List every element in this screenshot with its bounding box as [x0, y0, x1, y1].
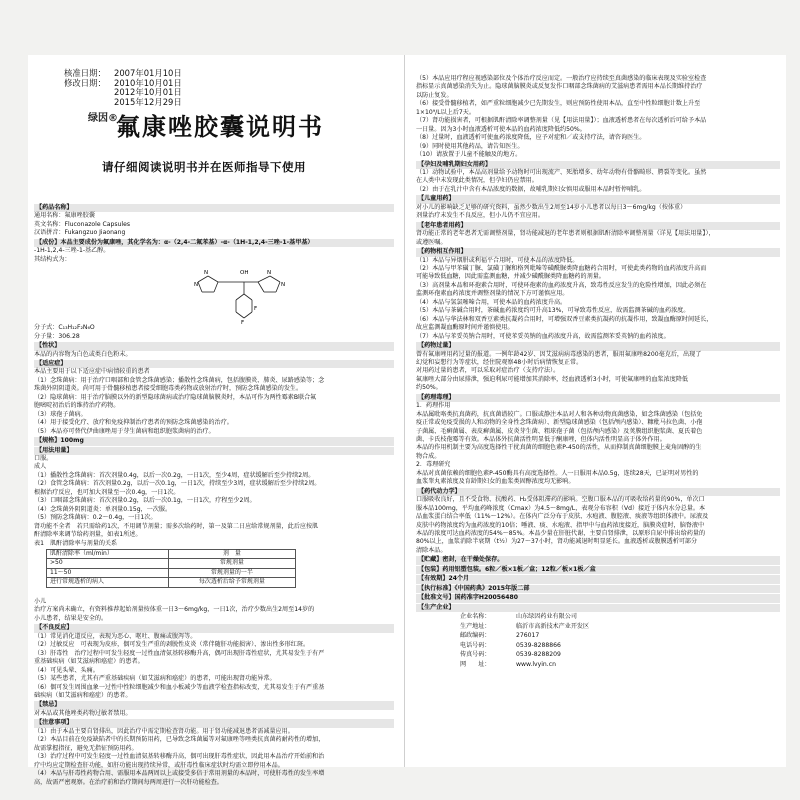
text-line: 皮肤中药物浓度约为血药浓度的10倍；唾液、痰、水疱液、指甲中与血药浓度接近，脑膜炎症时，脑脊液中 [416, 521, 705, 529]
text-line: （5）预防念珠菌病：0.2～0.4g，一日1次。 [34, 514, 157, 522]
text-line: 肾功能不全者 若只需给药1次，不用调节剂量；需多次给药时，第一及第二日应给常规剂量，此后应按肌 [34, 522, 319, 530]
manufacturer-key: 生产地址： [460, 622, 491, 630]
text-line: 口服。 [34, 454, 53, 462]
section-heading: 【药物过量】 [416, 342, 780, 350]
text-line: （6）接受骨髓移植者，如严重粒细胞减少已先期发生，则应预防性使用本品，直至中性粒细胞计数上升至 [416, 100, 701, 108]
document-subtitle: 请仔细阅读说明书并在医师指导下使用 [102, 160, 306, 174]
text-line: 口服吸收良好，且不受食物、抗酸药、H₂受体阻滞药的影响。空腹口服本品的可吸收给药量的90%，单次口 [416, 496, 705, 504]
text-line: （2）本品与甲苯磺丁脲、氯磺丁脲和格列吡嗪等磺酰脲类降血糖药合用时，可使此类药物的血药浓度升高而 [416, 264, 707, 272]
text-line: 氟康唑大部分由尿排泄，强迫利尿可能增加其消除率，经血液透析3小时，可使氟康唑的血浆浓度降低 [416, 375, 689, 383]
text-line: 分子量：306.28 [34, 332, 80, 340]
text-line: 物合成。 [416, 452, 441, 460]
text-line: （1）播散性念珠菌病：首次剂量0.4g，以后一次0.2g，一日1次，至少4周，症状缓解后至少持续2周。 [34, 471, 315, 479]
approval-date-value: 2007年01月10日 [114, 68, 182, 78]
section-heading: 【不良反应】 [34, 624, 394, 632]
manufacturer-value: 0539-8288209 [516, 651, 561, 659]
section-heading: 【性状】 [34, 342, 394, 350]
approval-date-label: 修改日期： [64, 77, 106, 88]
section-heading: 【药物相互作用】 [416, 248, 780, 256]
text-line: （1）由于本品主要自肾排出，因此治疗中需定期检查肾功能。用于肾功能减退患者需减量应用。 [34, 727, 294, 735]
text-line: 本品对真菌依赖的细胞色素P-450酶具有高度选择性。人一日服用本品0.5g，连续28天，已证明对男性的 [416, 469, 699, 477]
manufacturer-value: www.lvyin.cn [516, 661, 556, 669]
section-heading: 【用法用量】 [34, 447, 394, 455]
section-heading: 【儿童用药】 [416, 195, 780, 203]
table-header-cell: 剂 量 [168, 549, 295, 558]
text-line [34, 590, 394, 598]
table-cell: 进行常规透析的病人 [47, 578, 169, 587]
manufacturer-key: 企业名称： [460, 613, 491, 621]
text-line: （3）口咽部念珠菌病：首次剂量0.2g，以后一次0.1g，一日1次，疗程至少2周。 [34, 497, 256, 505]
section-heading: 【适应症】 [34, 360, 394, 368]
section-heading: 【禁忌】 [34, 701, 394, 709]
text-line: （5）本品应用疗程应视感染部位及个体治疗反应而定。一般治疗应持续至真菌感染的临床表现及实验室检查 [416, 75, 707, 82]
structure-formula [34, 264, 394, 327]
text-line: 幻觉和妄想行为等症状，经住院观察48小时后病情恢复正常。 [416, 358, 583, 366]
section-heading: 【规格】100mg [34, 437, 394, 445]
text-line: 曾有氟康唑用药过量的报道。一例年龄42岁、因艾滋病病毒感染的患者，服用氟康唑8200毫克后，出现了 [416, 350, 702, 358]
section-heading: 【包装】药用铝塑包装。6粒／板×1板／盒；12粒／板×1板／盒 [416, 566, 780, 574]
text-line: 菌、卡氏枝孢霉等有效。本品体外抗菌活性明显低于酮康唑，但体内活性明显高于体外作用。 [416, 436, 666, 444]
text-line: （3）高剂量本品和环孢素合用时，可使环孢素的血药浓度升高，致毒性反应发生的危险性增加，因此必须在 [416, 281, 707, 289]
text-line: （9）同时使用其他药品，请告知医生。 [416, 142, 524, 150]
approval-date-value: 2012年10月01日 [114, 87, 182, 98]
approval-dates [64, 69, 182, 107]
approval-date-value: 2015年12月29日 [114, 96, 182, 107]
text-line: 或遵医嘱。 [416, 238, 447, 246]
table-cell: >50 [47, 559, 169, 568]
text-line: 重基础疾病（如艾滋病和癌症）的患者。 [34, 658, 144, 666]
text-line: 指标显示真菌感染消失为止。隐球菌脑膜炎或反复发作口咽部念珠菌病的艾滋病患者需用本品长期维持治疗 [416, 83, 703, 91]
text-line: （6）本品与华法林和双香豆素类抗凝药合用时，可增强双香豆素类抗凝药的抗凝作用，致凝血酶原时间延长， [416, 315, 713, 323]
text-line: （2）隐球菌病：用于治疗脑膜以外的新型隐球菌病或治疗隐球菌脑膜炎时，本品可作为两性霉素B联合氟 [34, 393, 317, 401]
text-line: 高，故需严密观察。在治疗前和治疗期间每两周进行一次肝功能检查。 [34, 778, 223, 786]
text-line: （2）本品目前在免疫缺陷者中的长期预防用药，已导致念珠菌属等对氟康唑等唑类抗真菌药耐药性的增加， [34, 736, 325, 744]
approval-date-value: 2010年10月01日 [114, 77, 182, 88]
text-line: （5）某些患者，尤其有严重基础疾病（如艾滋病和癌症）的患者，可能出现肾功能异常。 [34, 675, 276, 683]
leaflet-sheet [28, 55, 786, 786]
text-line: 本品的内容物为白色或类白色粉末。 [34, 350, 132, 358]
text-line: 表1 肌酐清除率与剂量的关系 [34, 539, 118, 547]
section-heading: 【药代动力学】 [416, 488, 780, 496]
text-line: 治疗方案尚未确立，有资料推荐起始剂量按体重一日3～6mg/kg，一日1次，治疗少数出生2周至14岁的 [34, 606, 315, 614]
text-line: 以防止复发。 [416, 91, 453, 99]
nitrogen-label: N [281, 282, 286, 289]
right-column [410, 55, 786, 767]
section-heading: 【孕妇及哺乳期妇女用药】 [416, 161, 780, 169]
document-title: 氟康唑胶囊说明书 [116, 113, 324, 141]
text-line: 清除本品。 [416, 546, 447, 554]
nitrogen-label: N [204, 270, 209, 277]
text-line: 约50%。 [416, 384, 442, 392]
text-line: -1H-1,2,4-三唑-1-基乙醇。 [34, 247, 110, 255]
text-line: 珠菌外阴阴道炎。尚可用于骨髓移植患者接受细胞毒类药物或放射治疗时，预防念珠菌感染的发生。 [34, 385, 303, 393]
text-line: （5）本品与茶碱合用时，茶碱血药浓度约可升高13%，可导致毒性反应，故需监测茶碱的血药浓度。 [416, 307, 690, 315]
text-line: 剂量治疗未发生不良反应，但小儿仍不宜应用。 [416, 212, 544, 220]
text-line: 2．毒理研究 [416, 461, 451, 469]
manufacturer-block [416, 612, 780, 670]
fluoro-label: F [241, 320, 245, 327]
manufacturer-value: 0539-8288866 [516, 641, 561, 649]
manufacturer-row [460, 650, 780, 660]
left-body [34, 203, 394, 787]
text-line: （4）念珠菌外阴阴道炎：单剂量0.15g，一次服。 [34, 505, 172, 513]
nitrogen-label: N [194, 282, 199, 289]
section-heading: 【批准文号】国药准字H20056480 [416, 594, 780, 602]
text-line: 础疾病（如艾滋病和癌症）的患者。 [34, 692, 132, 700]
text-line: 对用药过量的患者，可以采取对症治疗（支持疗法）。 [416, 367, 560, 375]
section-heading: 【老年患者用药】 [416, 222, 780, 230]
text-line: 胞嘧啶初治后的维持治疗药物。 [34, 402, 120, 410]
table-row [47, 568, 296, 577]
manufacturer-row [460, 622, 780, 632]
text-line: （10）请放置于儿童不能触及的地方。 [416, 151, 522, 159]
text-line: （6）偶可发生周围血象一过性中性粒细胞减少和血小板减少等血液学检查指标改变，尤其易发生于有严重基 [34, 683, 325, 691]
text-line: （1）本品与异烟肼或利福平合用时，可使本品的浓度降低。 [416, 256, 579, 264]
text-line: 故应监测凝血酶原时间并谨慎使用。 [416, 324, 514, 332]
text-line: 80%以上，血浆消除半衰期（t½）为27～37小时，肾功能减退时明显延长。血液透析或腹膜透析可部分 [416, 538, 698, 546]
nitrogen-label: N [267, 270, 272, 277]
text-line: （3）球孢子菌病。 [34, 410, 87, 418]
text-line: 监测环孢素血药浓度并调整剂量的情况下方可谨慎应用。 [416, 290, 569, 298]
text-line: 汉语拼音：Fukangzuo Jiaonang [34, 229, 126, 237]
text-line: 通用名称：氟康唑胶囊 [34, 212, 95, 220]
text-line: 可能导致低血糖，因此需监测血糖，并减少磺酰脲类降血糖药的剂量。 [416, 273, 605, 281]
approval-date-label: 核准日期： [64, 68, 106, 78]
text-line: 本品的作用机制主要为高度选择性干扰真菌的细胞色素P-450的活性，从而抑制真菌细胞膜上麦角固醇的生 [416, 444, 702, 452]
section-heading: 【有效期】24个月 [416, 575, 780, 583]
text-line: 小儿 [34, 598, 47, 606]
text-line: 对本品或其他唑类药物过敏者禁用。 [34, 709, 132, 717]
section-heading: 【贮藏】密封，在干燥处保存。 [416, 556, 780, 564]
section-heading: 【药品名称】 [34, 204, 394, 212]
text-line: 血浆睾丸素浓度及育龄期妇女的血浆类固醇浓度均无影响。 [416, 478, 575, 486]
renal-dose-table [46, 549, 296, 588]
text-line: 本品属吡咯类抗真菌药，抗真菌谱较广。口服或静注本品对人和各种动物真菌感染，如念珠菌感染（包括免 [416, 410, 703, 418]
manufacturer-key: 邮政编码： [460, 632, 491, 640]
manufacturer-row [460, 612, 780, 622]
text-line: （4）本品与氢氯噻嗪合用，可使本品的血药浓度升高。 [416, 298, 567, 306]
section-heading: 【生产企业】 [416, 604, 780, 612]
text-line: 本品主要用于以下适应症中病情较重的患者 [34, 368, 150, 376]
text-line: （1）常见消化道反应，表现为恶心、呕吐、腹痛或腹泻等。 [34, 632, 197, 640]
manufacturer-key: 传真号码： [460, 651, 491, 659]
text-line: 品血浆蛋白结合率低（11%～12%）。在体内广泛分布于皮肤、水疱液、腹腔液、痰液等组织体液中。尿液及 [416, 513, 709, 521]
text-line: 成人 [34, 463, 47, 471]
table-cell: 常规剂量的一半 [168, 568, 295, 577]
text-line: 一日量。因为3小时血液透析可使本品的血药浓度降低约50%。 [416, 125, 586, 133]
text-line: 疫正常或免疫受损的人和动物的全身性念珠菌病）、新型隐球菌感染（包括颅内感染）、糠秕马拉色菌、小孢 [416, 419, 703, 427]
manufacturer-value: 临沂市高新技术产业开发区 [516, 622, 590, 630]
table-cell: 11～50 [47, 568, 169, 577]
table-row [47, 559, 296, 568]
manufacturer-key: 网 址： [460, 661, 491, 669]
left-column [28, 55, 400, 786]
brand-mark: 绿因® [88, 113, 118, 124]
text-line: 根据治疗反应，也可加大剂量至一次0.4g，一日1次。 [34, 488, 180, 496]
table-cell: 每次透析后给予常规剂量 [168, 578, 295, 587]
text-line: 疗中均应定期检查肝功能，如肝功能出现持续异常，或肝毒性临床症状时均需立即停用本品。 [34, 761, 284, 769]
text-line: 分子式：C₁₃H₁₂F₂N₆O [34, 324, 95, 332]
text-line: （7）肾功能损害者，可根据肌酐清除率调整剂量（见【用法用量】）；血液透析患者在每次透析后可给予本品 [416, 117, 707, 125]
text-line: 肾功能正常的老年患者无需调整剂量，肾功能减退的老年患者则根据肌酐清除率调整剂量（详见【用法用量】）， [416, 230, 715, 238]
table-row [47, 578, 296, 587]
text-line: 1×10⁹/L以上后7天。 [416, 108, 475, 116]
text-line: （2）由于在乳汁中含有本品浓度的数据，故哺乳期妇女慎用或服用本品时暂停哺乳。 [416, 185, 646, 193]
text-line: 其结构式为： [34, 255, 71, 263]
text-line: 小儿患者，结果是安全的。 [34, 614, 108, 622]
approval-date-row [64, 98, 182, 108]
section-heading: 【药理毒理】 [416, 394, 780, 402]
text-line: （4）本品与肝毒性药物合用、需服用本品两周以上或接受多倍于常用剂量的本品时，可使肝毒性的发生率增 [34, 770, 325, 778]
text-line: （3）治疗过程中可发生轻度一过性血清氨基转移酶升高，偶可出现肝毒性症状，因此用本品治疗开始前和治 [34, 753, 325, 761]
text-line: （1）动物试验中，本品高剂量给予动物时可出现流产、死胎增多、幼年动物有骨骼畸形、腭裂等变化。虽然 [416, 168, 707, 176]
manufacturer-key: 电话号码： [460, 641, 491, 649]
table-cell: 常规剂量 [168, 559, 295, 568]
text-line: （7）本品与苯妥英钠合用时，可使苯妥英钠的血药浓度升高，故需监测苯妥英钠的血药浓度。 [416, 332, 670, 340]
fluoro-label: F [254, 306, 258, 313]
text-line: 故需掌握指征，避免无指征预防用药。 [34, 744, 138, 752]
table-header-cell: 肌酐清除率（ml/min） [47, 549, 169, 558]
text-line: （4）用于接受化疗、放疗和免疫抑制治疗患者的预防念珠菌感染的治疗。 [34, 419, 233, 427]
text-line: （5）本品亦可替代伊曲康唑用于芽生菌病和组织胞浆菌病的治疗。 [34, 427, 215, 435]
text-line: 在人类中未发现此类情况，但孕妇仍应禁用。 [416, 177, 538, 185]
text-line: （4）可见头晕、头痛。 [34, 666, 99, 674]
text-line: 子菌属、毛癣菌属、表皮癣菌属、皮炎芽生菌、粗球孢子菌（包括颅内感染）及荚膜组织胞浆菌、夏氏着色 [416, 427, 703, 435]
text-line: 对小儿的影响缺乏足够的研究资料，虽然少数出生2周至14岁小儿患者以每日3～6mg/kg（按体重） [416, 203, 687, 211]
table-header-row [47, 549, 296, 558]
manufacturer-value: 山东绿因药业有限公司 [516, 613, 577, 621]
text-line: 服本品100mg，平均血药峰浓度（Cmax）为4.5～8mg/L，表观分布容积（Vd）接近于体内水分总量。本 [416, 504, 706, 512]
text-line: （2）过敏反应 可表现为皮疹，偶可发生严重的剥脱性皮炎（常伴随肝功能损害）、渗出性多形红斑。 [34, 641, 310, 649]
text-line: 1．药理作用 [416, 402, 451, 410]
text-line: （8）过量时，血液透析可使血药浓度降低，应予对症和／或支持疗法，请咨询医生。 [416, 134, 646, 142]
text-line: 英文名称：Fluconazole Capsules [34, 220, 131, 228]
manufacturer-row [460, 641, 780, 651]
text-line: 酐清除率来调节给药剂量，如表1所述。 [34, 531, 142, 539]
text-line: （2）食管念珠菌病：首次剂量0.2g，以后一次0.1g，一日1次，持续至少3周，症状缓解后至少持续2周。 [34, 480, 321, 488]
manufacturer-value: 276017 [516, 632, 540, 640]
text-line: 本品的浓度可达血药浓度的54%～85%。本品少量在肝脏代谢，主要自肾排泄，以原形自尿中排出给药量的 [416, 530, 706, 538]
column-divider [404, 55, 405, 767]
text-line: （1）念珠菌病：用于治疗口咽部和食管念珠菌感染；播散性念珠菌病，包括腹膜炎、肺炎、尿路感染等；念 [34, 376, 325, 384]
hydroxyl-label: OH [240, 270, 249, 277]
section-heading: 【成份】本品主要成份为氟康唑，其化学名为：α-（2,4-二氟苯基）-α-（1H-1,2,4-三唑-1-基甲基） [34, 239, 394, 247]
right-body [416, 75, 780, 670]
section-heading: 【执行标准】《中国药典》2015年版二部 [416, 585, 780, 593]
manufacturer-row [460, 631, 780, 641]
text-line: （3）肝毒性 治疗过程中可发生轻度一过性血清氨基转移酶升高，偶可出现肝毒性症状，尤其易发生于有严 [34, 649, 325, 657]
structure-diagram [184, 264, 304, 327]
section-heading: 【注意事项】 [34, 719, 394, 727]
manufacturer-row [460, 660, 780, 670]
